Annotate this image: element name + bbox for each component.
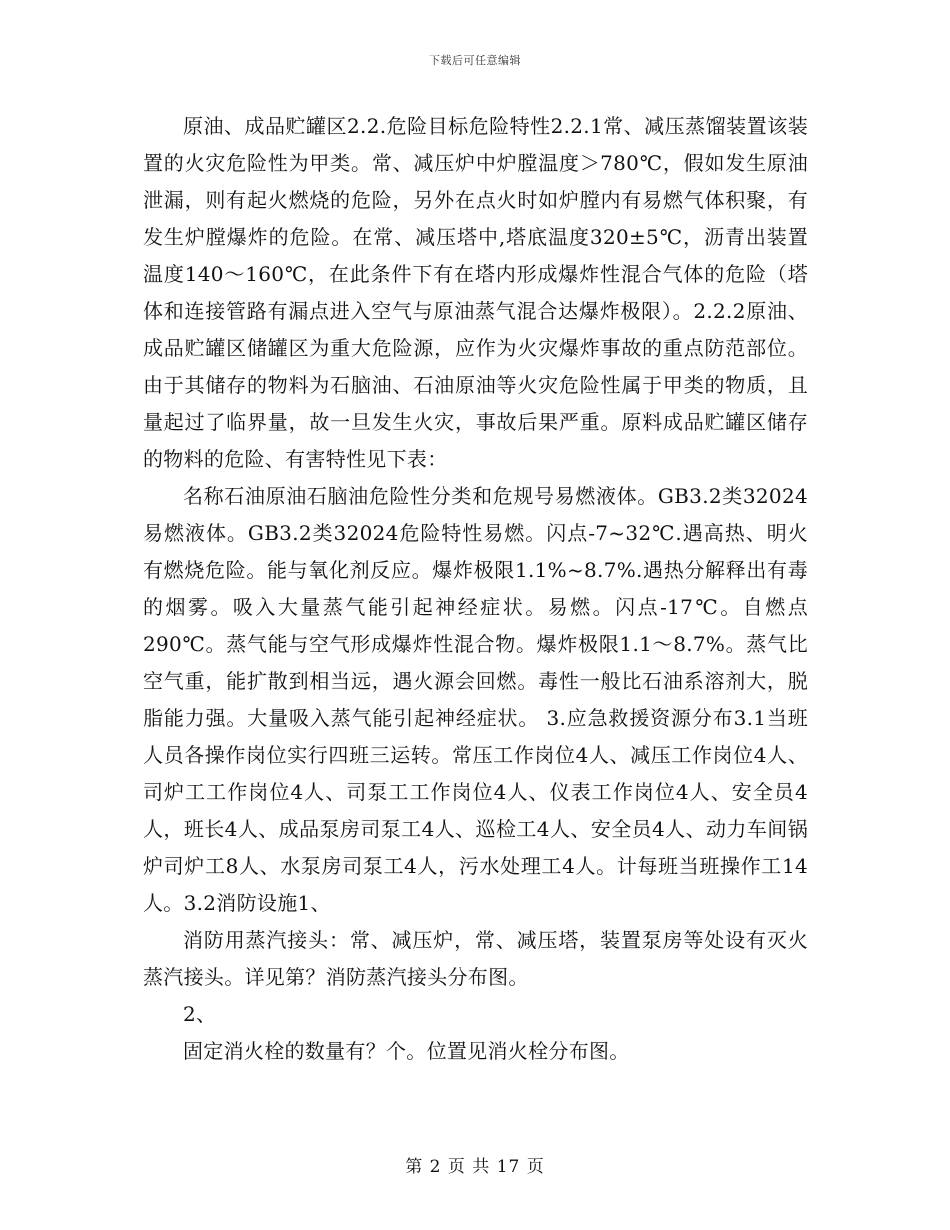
paragraph-material-properties: 名称石油原油石脑油危险性分类和危规号易燃液体。GB3.2类32024易燃液体。GB3.2类32024危险特性易燃。闪点-7~32℃.遇高热、明火有燃烧危险。能与氧化剂反应。爆炸极限1.1%~8.7%.遇热分解释出有毒的烟雾。吸入大量蒸气能引起神经症状。易燃。闪点-17℃。自燃点290℃。蒸气能与空气形成爆炸性混合物。爆炸极限1.1～8.7%。蒸气比空气重，能扩散到相当远，遇火源会回燃。毒性一般比石油系溶剂大，脱脂能力强。大量吸入蒸气能引起神经症状。 3.应急救援资源分布3.1当班人员各操作岗位实行四班三运转。常压工作岗位4人、减压工作岗位4人、司炉工工作岗位4人、司泵工工作岗位4人、仪表工作岗位4人、安全员4人，班长4人、成品泵房司泵工4人、巡检工4人、安全员4人、动力车间锅炉司炉工8人、水泵房司泵工4人，污水处理工4人。计每班当班操作工14人。3.2消防设施1、: [143, 484, 808, 915]
paragraph-hazard-characteristics: 原油、成品贮罐区2.2.危险目标危险特性2.2.1常、减压蒸馏装置该装置的火灾危险性为甲类。常、减压炉中炉膛温度＞780℃，假如发生原油泄漏，则有起火燃烧的危险，另外在点火时如炉膛内有易燃气体积聚，有发生炉膛爆炸的危险。在常、减压塔中,塔底温度320±5℃，沥青出装置温度140～160℃，在此条件下有在塔内形成爆炸性混合气体的危险（塔体和连接管路有漏点进入空气与原油蒸气混合达爆炸极限）。2.2.2原油、成品贮罐区储罐区为重大危险源，应作为火灾爆炸事故的重点防范部位。由于其储存的物料为石脑油、石油原油等火灾危险性属于甲类的物质，且量起过了临界量，故一旦发生火灾，事故后果严重。原料成品贮罐区储存的物料的危险、有害特性见下表：: [143, 114, 808, 471]
paragraph-fire-hydrants: 固定消火栓的数量有？个。位置见消火栓分布图。: [183, 1039, 630, 1063]
page-number-footer: 第 2 页 共 17 页: [405, 1157, 545, 1177]
paragraph-item-number: 2、: [183, 1002, 217, 1026]
page-header: 下载后可任意编辑: [429, 54, 521, 67]
paragraph-steam-connectors: 消防用蒸汽接头：常、减压炉，常、减压塔，装置泵房等处设有灭火蒸汽接头。详见第？消防蒸汽接头分布图。: [143, 928, 808, 989]
document-body: [143, 108, 808, 1070]
